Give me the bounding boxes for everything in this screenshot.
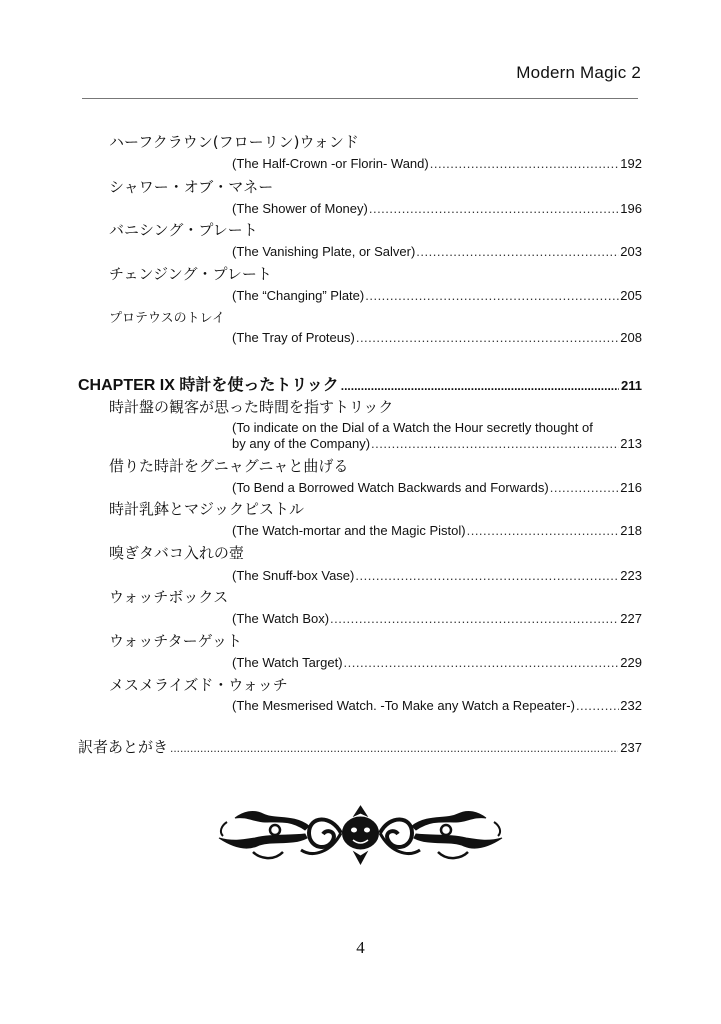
dot-leader xyxy=(365,288,619,304)
toc-entry-en[interactable] xyxy=(232,480,642,496)
dot-leader xyxy=(576,698,619,714)
dot-leader xyxy=(467,523,620,539)
chapter-title xyxy=(78,372,339,395)
toc-entry-en[interactable] xyxy=(232,568,642,584)
dot-leader xyxy=(550,480,620,496)
toc-entry-en-title: (The Watch Target) xyxy=(232,655,343,670)
header-divider xyxy=(82,98,638,99)
toc-entry-en[interactable] xyxy=(232,201,642,217)
toc-entry-jp[interactable]: プロテウスのトレイ xyxy=(109,311,225,326)
toc-page-number: 192 xyxy=(620,156,642,171)
dot-leader xyxy=(416,244,619,260)
toc-entry-en[interactable] xyxy=(232,611,642,627)
toc-entry-jp[interactable]: バニシング・プレート xyxy=(109,221,258,239)
toc-entry-jp[interactable]: メスメライズド・ウォッチ xyxy=(109,676,288,694)
toc-entry-jp[interactable]: ウォッチターゲット xyxy=(109,632,243,650)
dot-leader xyxy=(430,156,620,172)
dot-leader xyxy=(369,201,619,217)
toc-entry-en[interactable] xyxy=(232,244,642,260)
toc-page-number: 208 xyxy=(620,330,642,345)
toc-entry-en-title: (The Half-Crown -or Florin- Wand) xyxy=(232,156,429,171)
dot-leader xyxy=(356,330,619,346)
chapter-label: CHAPTER IX xyxy=(78,377,175,394)
toc-page-number: 229 xyxy=(620,655,642,670)
toc-entry-en[interactable] xyxy=(232,523,642,539)
toc-entry-en-title: (The Watch-mortar and the Magic Pistol) xyxy=(232,523,466,538)
decorative-ornament-icon xyxy=(213,800,508,870)
toc-page-number: 218 xyxy=(620,523,642,538)
toc-entry-en-title: (To Bend a Borrowed Watch Backwards and Forwards) xyxy=(232,480,549,495)
dot-leader xyxy=(344,655,620,671)
toc-entry-en[interactable] xyxy=(232,436,642,452)
toc-entry-en-title: (The Watch Box) xyxy=(232,611,330,626)
chapter-page-number: 211 xyxy=(621,378,642,393)
toc-entry-jp[interactable]: 時計盤の観客が思った時間を指すトリック xyxy=(109,398,394,416)
dot-leader xyxy=(371,436,619,452)
toc-entry-jp[interactable]: チェンジング・プレート xyxy=(109,265,272,283)
toc-entry-en-title: (The “Changing” Plate) xyxy=(232,288,365,303)
toc-entry-jp[interactable]: シャワー・オブ・マネー xyxy=(109,178,274,196)
dot-leader xyxy=(330,611,619,627)
toc-entry-jp[interactable]: 嗅ぎタバコ入れの壺 xyxy=(109,544,244,562)
toc-page-number: 216 xyxy=(620,480,642,495)
toc-page-number: 223 xyxy=(620,568,642,583)
page-number: 4 xyxy=(356,938,365,957)
afterword-entry[interactable] xyxy=(78,736,642,757)
toc-entry-jp[interactable]: 借りた時計をグニャグニャと曲げる xyxy=(109,457,349,475)
toc-entry-jp[interactable]: ウォッチボックス xyxy=(109,588,229,606)
toc-entry-en[interactable] xyxy=(232,156,642,172)
toc-entry-en[interactable] xyxy=(232,330,642,346)
toc-entry-en-title: (The Vanishing Plate, or Salver) xyxy=(232,244,416,259)
toc-entry-en-title: (The Mesmerised Watch. -To Make any Watch a Repeater-) xyxy=(232,698,575,713)
chapter-title-jp: 時計を使ったトリック xyxy=(179,375,339,394)
afterword-title: 訳者あとがき xyxy=(78,738,169,756)
toc-entry-en-title: (The Shower of Money) xyxy=(232,201,368,216)
toc-entry-jp[interactable]: ハーフクラウン(フローリン)ウォンド xyxy=(109,133,359,151)
running-header-title: Modern Magic 2 xyxy=(516,63,641,82)
dot-leader xyxy=(355,568,619,584)
toc-entry-jp[interactable]: 時計乳鉢とマジックピストル xyxy=(109,500,305,518)
toc-entry-en-title: by any of the Company) xyxy=(232,436,371,451)
toc-entry-en[interactable] xyxy=(232,698,642,714)
toc-entry-en-line1[interactable]: (To indicate on the Dial of a Watch the Hour secretly thought of xyxy=(232,420,593,435)
chapter-heading[interactable] xyxy=(78,372,642,395)
dot-leader xyxy=(341,379,619,393)
dot-leader xyxy=(170,741,618,755)
toc-page-number: 203 xyxy=(620,244,642,259)
afterword-page-number: 237 xyxy=(620,740,642,755)
toc-page-number: 213 xyxy=(620,436,642,451)
toc-page-number: 227 xyxy=(620,611,642,626)
toc-entry-en[interactable] xyxy=(232,288,642,304)
toc-page-number: 205 xyxy=(620,288,642,303)
toc-page-number: 196 xyxy=(620,201,642,216)
toc-entry-en[interactable] xyxy=(232,655,642,671)
toc-entry-en-title: (The Snuff-box Vase) xyxy=(232,568,355,583)
toc-page-number: 232 xyxy=(620,698,642,713)
toc-entry-en-title: (The Tray of Proteus) xyxy=(232,330,355,345)
